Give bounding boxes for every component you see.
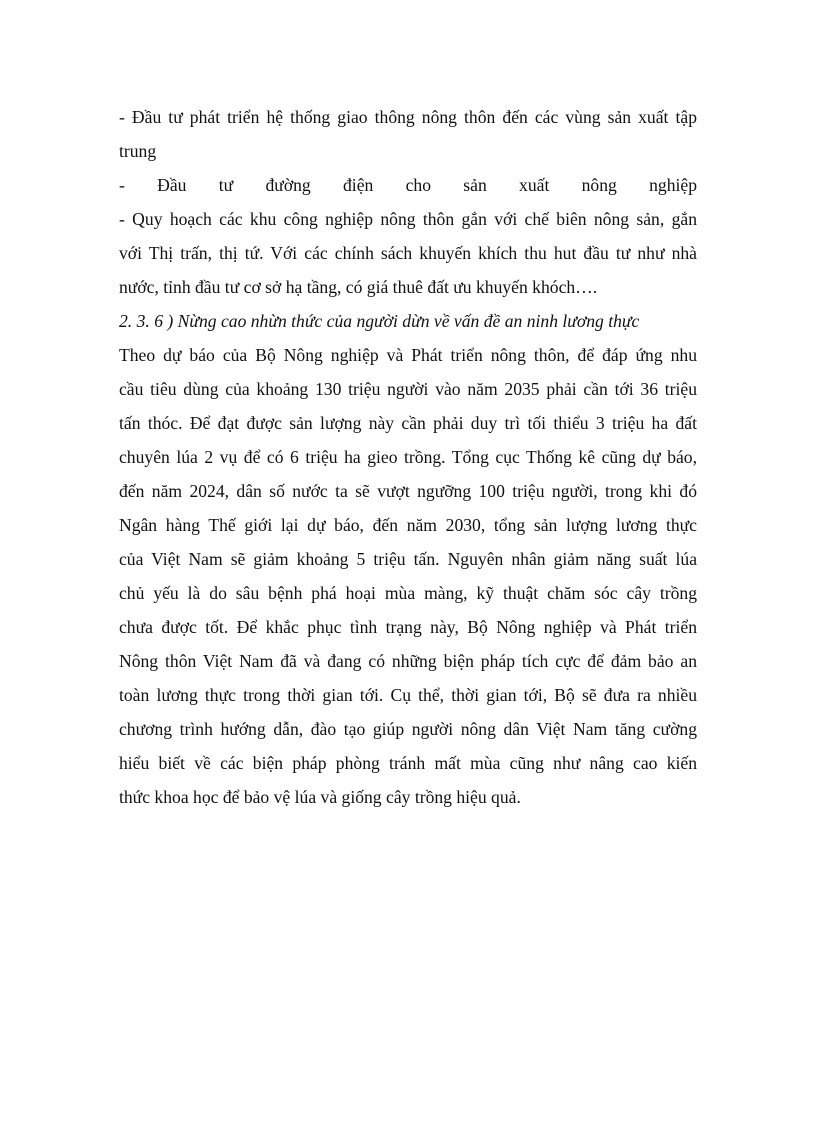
bullet-transport-line-1: - Đầu tư phát triển hệ thống giao thông nông thôn đến các vùng sản xuất tập bbox=[119, 107, 697, 127]
paragraph-line: chủ yếu là do sâu bệnh phá hoại mùa màng, kỹ thuật chăm sóc cây trồng bbox=[119, 583, 697, 603]
bullet-transport-line-2: trung bbox=[119, 141, 157, 161]
bullet-industrial-line-1: - Quy hoạch các khu công nghiệp nông thôn gắn với chế biên nông sản, gắn bbox=[119, 209, 697, 229]
paragraph-line: toàn lương thực trong thời gian tới. Cụ thể, thời gian tới, Bộ sẽ đưa ra nhiều bbox=[119, 685, 697, 705]
document-page bbox=[119, 100, 697, 814]
section-heading: 2. 3. 6 ) Nừng cao nhừn thức của người dừn về vấn đề an ninh lương thực bbox=[119, 311, 640, 331]
paragraph-line: hiểu biết về các biện pháp phòng tránh mất mùa cũng như nâng cao kiến bbox=[119, 753, 697, 773]
paragraph-line: đến năm 2024, dân số nước ta sẽ vượt ngưỡng 100 triệu người, trong khi đó bbox=[119, 481, 697, 501]
paragraph-line: Theo dự báo của Bộ Nông nghiệp và Phát triển nông thôn, để đáp ứng nhu bbox=[119, 345, 697, 365]
bullet-electricity: - Đầu tư đường điện cho sản xuất nông nghiệp bbox=[119, 175, 697, 195]
paragraph-line: Ngân hàng Thế giới lại dự báo, đến năm 2030, tổng sản lượng lương thực bbox=[119, 515, 697, 535]
paragraph-line: cầu tiêu dùng của khoảng 130 triệu người vào năm 2035 phải cần tới 36 triệu bbox=[119, 379, 697, 399]
paragraph-line: Nông thôn Việt Nam đã và đang có những biện pháp tích cực để đảm bảo an bbox=[119, 651, 697, 671]
bullet-industrial-line-2: với Thị trấn, thị tứ. Với các chính sách khuyến khích thu hut đầu tư như nhà bbox=[119, 243, 697, 263]
paragraph-line: của Việt Nam sẽ giảm khoảng 5 triệu tấn. Nguyên nhân giảm năng suất lúa bbox=[119, 549, 697, 569]
paragraph-last-line: thức khoa học để bảo vệ lúa và giống cây trồng hiệu quả. bbox=[119, 787, 521, 807]
paragraph-line: chương trình hướng dẫn, đào tạo giúp người nông dân Việt Nam tăng cường bbox=[119, 719, 697, 739]
bullet-industrial-line-3: nước, tỉnh đầu tư cơ sở hạ tầng, có giá thuê đất ưu khuyến khóch…. bbox=[119, 277, 598, 297]
paragraph-line: chuyên lúa 2 vụ để có 6 triệu ha gieo trồng. Tổng cục Thống kê cũng dự báo, bbox=[119, 447, 697, 467]
paragraph-line: chưa được tốt. Để khắc phục tình trạng này, Bộ Nông nghiệp và Phát triển bbox=[119, 617, 697, 637]
paragraph-line: tấn thóc. Để đạt được sản lượng này cần phải duy trì tối thiểu 3 triệu ha đất bbox=[119, 413, 697, 433]
